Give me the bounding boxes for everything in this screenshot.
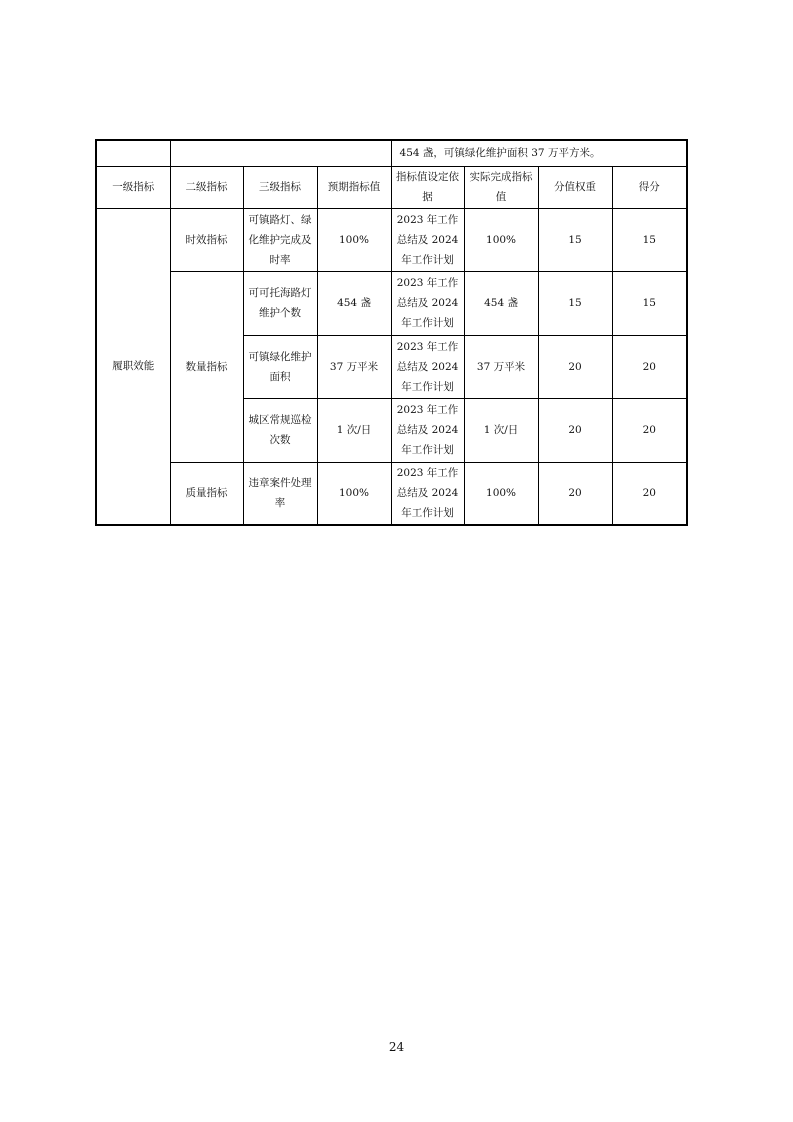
actual-cell: 37 万平米 <box>464 335 538 398</box>
weight-cell: 15 <box>538 208 612 271</box>
level2-cell: 质量指标 <box>170 462 243 525</box>
page-number: 24 <box>388 1040 405 1054</box>
level1-cell: 履职效能 <box>96 208 170 525</box>
basis-cell: 2023 年工作总结及 2024 年工作计划 <box>391 208 464 271</box>
header-level2: 二级指标 <box>170 166 243 208</box>
table-row <box>96 208 687 271</box>
score-cell: 20 <box>612 462 687 525</box>
level3-cell: 可镇绿化维护面积 <box>243 335 317 398</box>
header-weight: 分值权重 <box>538 166 612 208</box>
header-row <box>96 166 687 208</box>
continuation-row <box>96 140 687 166</box>
table-row <box>96 462 687 525</box>
level3-cell: 违章案件处理率 <box>243 462 317 525</box>
header-level3: 三级指标 <box>243 166 317 208</box>
header-level1: 一级指标 <box>96 166 170 208</box>
basis-cell: 2023 年工作总结及 2024 年工作计划 <box>391 398 464 462</box>
weight-cell: 20 <box>538 335 612 398</box>
actual-cell: 100% <box>464 208 538 271</box>
score-cell: 15 <box>612 208 687 271</box>
empty-cell <box>96 140 170 166</box>
expected-cell: 1 次/日 <box>317 398 391 462</box>
score-cell: 15 <box>612 271 687 335</box>
level3-cell: 可可托海路灯维护个数 <box>243 271 317 335</box>
empty-cell <box>170 140 391 166</box>
header-expected: 预期指标值 <box>317 166 391 208</box>
level3-cell: 城区常规巡检次数 <box>243 398 317 462</box>
expected-cell: 100% <box>317 208 391 271</box>
actual-cell: 1 次/日 <box>464 398 538 462</box>
expected-cell: 100% <box>317 462 391 525</box>
table-row <box>96 271 687 335</box>
score-cell: 20 <box>612 398 687 462</box>
score-cell: 20 <box>612 335 687 398</box>
level2-cell: 数量指标 <box>170 271 243 462</box>
weight-cell: 20 <box>538 462 612 525</box>
weight-cell: 15 <box>538 271 612 335</box>
performance-table <box>95 139 688 526</box>
level3-cell: 可镇路灯、绿化维护完成及时率 <box>243 208 317 271</box>
header-actual: 实际完成指标值 <box>464 166 538 208</box>
actual-cell: 100% <box>464 462 538 525</box>
expected-cell: 37 万平米 <box>317 335 391 398</box>
summary-text: 454 盏，可镇绿化维护面积 37 万平方米。 <box>391 140 687 166</box>
weight-cell: 20 <box>538 398 612 462</box>
header-score: 得分 <box>612 166 687 208</box>
basis-cell: 2023 年工作总结及 2024 年工作计划 <box>391 271 464 335</box>
actual-cell: 454 盏 <box>464 271 538 335</box>
level2-cell: 时效指标 <box>170 208 243 271</box>
expected-cell: 454 盏 <box>317 271 391 335</box>
basis-cell: 2023 年工作总结及 2024 年工作计划 <box>391 462 464 525</box>
basis-cell: 2023 年工作总结及 2024 年工作计划 <box>391 335 464 398</box>
header-basis: 指标值设定依据 <box>391 166 464 208</box>
